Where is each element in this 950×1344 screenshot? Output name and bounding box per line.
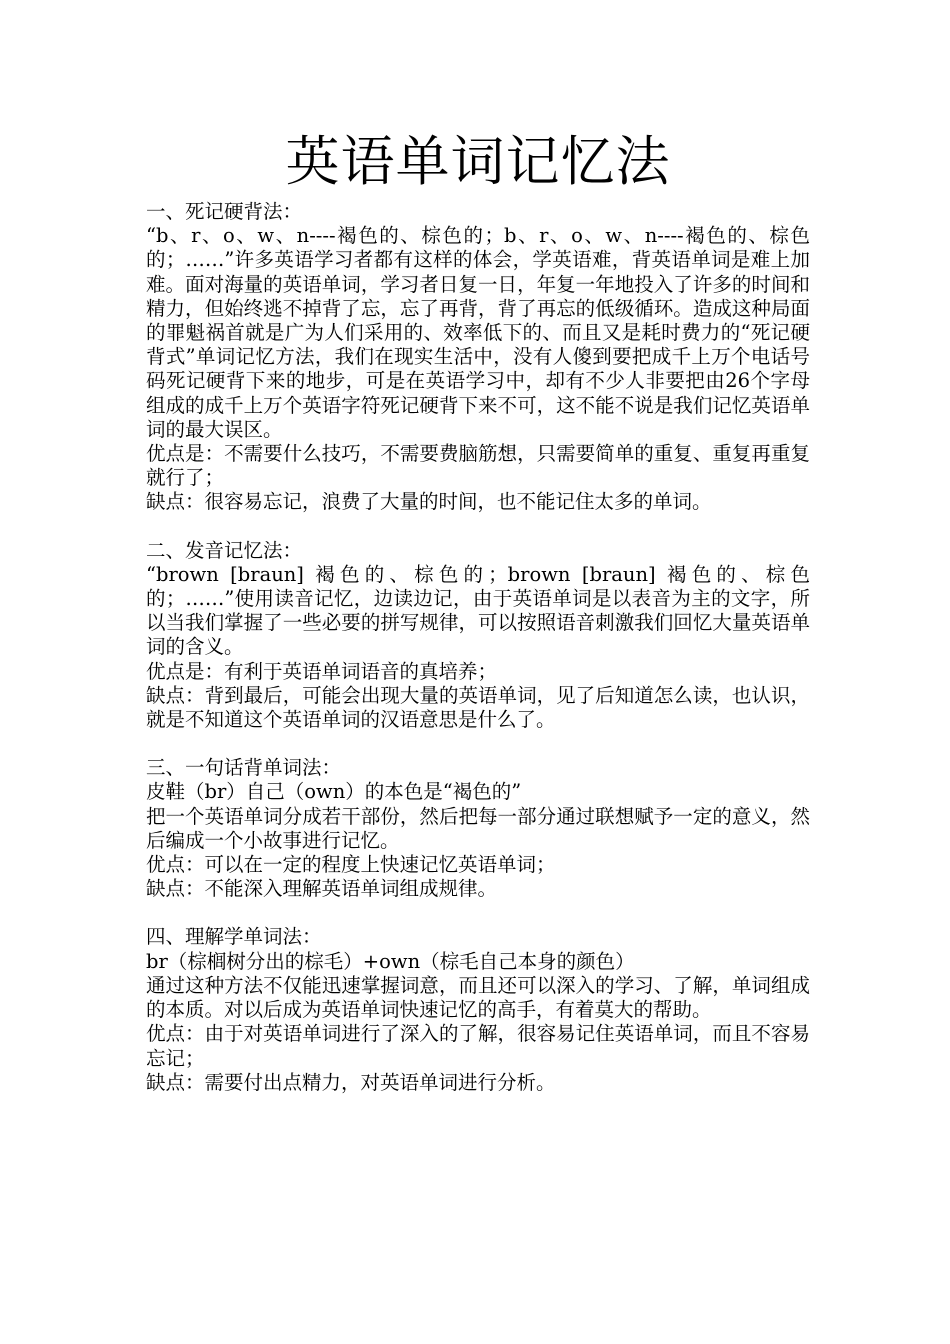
- section-example: br（棕榈树分出的棕毛）+own（棕毛自己本身的颜色）: [146, 949, 635, 973]
- section-paragraph: 通过这种方法不仅能迅速掌握词意，而且还可以深入的学习、了解，单词组成的本质。对以后成为英语单词快速记忆的高手，有着莫大的帮助。: [146, 973, 810, 1022]
- section-heading: 三、一句话背单词法：: [146, 756, 342, 780]
- section-pros: 优点：由于对英语单词进行了深入的了解，很容易记住英语单词，而且不容易忘记；: [146, 1022, 810, 1070]
- section-cons: 缺点：很容易忘记，浪费了大量的时间，也不能记住太多的单词。: [146, 490, 712, 514]
- section-rote-memorization: [146, 200, 810, 515]
- section-pros: 优点：可以在一定的程度上快速记忆英语单词；: [146, 853, 556, 877]
- section-example: 皮鞋（br）自己（own）的本色是“褐色的”: [146, 780, 522, 804]
- section-heading: 一、死记硬背法：: [146, 200, 303, 223]
- section-understanding-method: [146, 925, 810, 1094]
- section-one-sentence-method: [146, 756, 810, 901]
- section-heading: 二、发音记忆法：: [146, 538, 303, 562]
- section-cons: 缺点：不能深入理解英语单词组成规律。: [146, 877, 498, 901]
- section-paragraph: “b、r、o、w、n----褐色的、棕色的；b、r、o、w、n----褐色的、棕色的；……”许多英语学习者都有这样的体会，学英语难，背英语单词是难上加难。面对海量的英语单词，学习者日复一日，年复一年地投入了许多的时间和精力，但始终逃不掉背了忘，忘了再背，背了再忘的低级循环。造成这种局面的罪魁祸首就是广为人们采用的、效率低下的、而且又是耗时费力的“死记硬背式”单词记忆方法，我们在现实生活中，没有人傻到要把成千上万个电话号码死记硬背下来的地步，可是在英语学习中，却有不少人非要把由26个字母组成的成千上万个英语字符死记硬背下来不可，这不能不说是我们记忆英语单词的最大误区。: [146, 224, 810, 441]
- section-pros: 优点是：不需要什么技巧，不需要费脑筋想，只需要简单的重复、重复再重复就行了；: [146, 442, 810, 490]
- section-cons: 缺点：背到最后，可能会出现大量的英语单词，见了后知道怎么读，也认识，就是不知道这个英语单词的汉语意思是什么了。: [146, 683, 810, 732]
- section-heading: 四、理解学单词法：: [146, 925, 322, 949]
- section-pros: 优点是：有利于英语单词语音的真培养；: [146, 659, 498, 683]
- document-page: [146, 128, 810, 1119]
- section-paragraph: “brown [braun] 褐色的、棕色的；brown [braun] 褐色的、棕色的；……”使用读音记忆，边读边记，由于英语单词是以表音为主的文字，所以当我们掌握了一些必要的拼写规律，可以按照语音刺激我们回忆大量英语单词的含义。: [146, 562, 810, 659]
- section-pronunciation-memory: [146, 539, 810, 733]
- section-paragraph: 把一个英语单词分成若干部份，然后把每一部分通过联想赋予一定的意义，然后编成一个小故事进行记忆。: [146, 804, 810, 852]
- section-cons: 缺点：需要付出点精力，对英语单词进行分析。: [146, 1070, 556, 1094]
- document-title: 英语单词记忆法: [285, 130, 671, 193]
